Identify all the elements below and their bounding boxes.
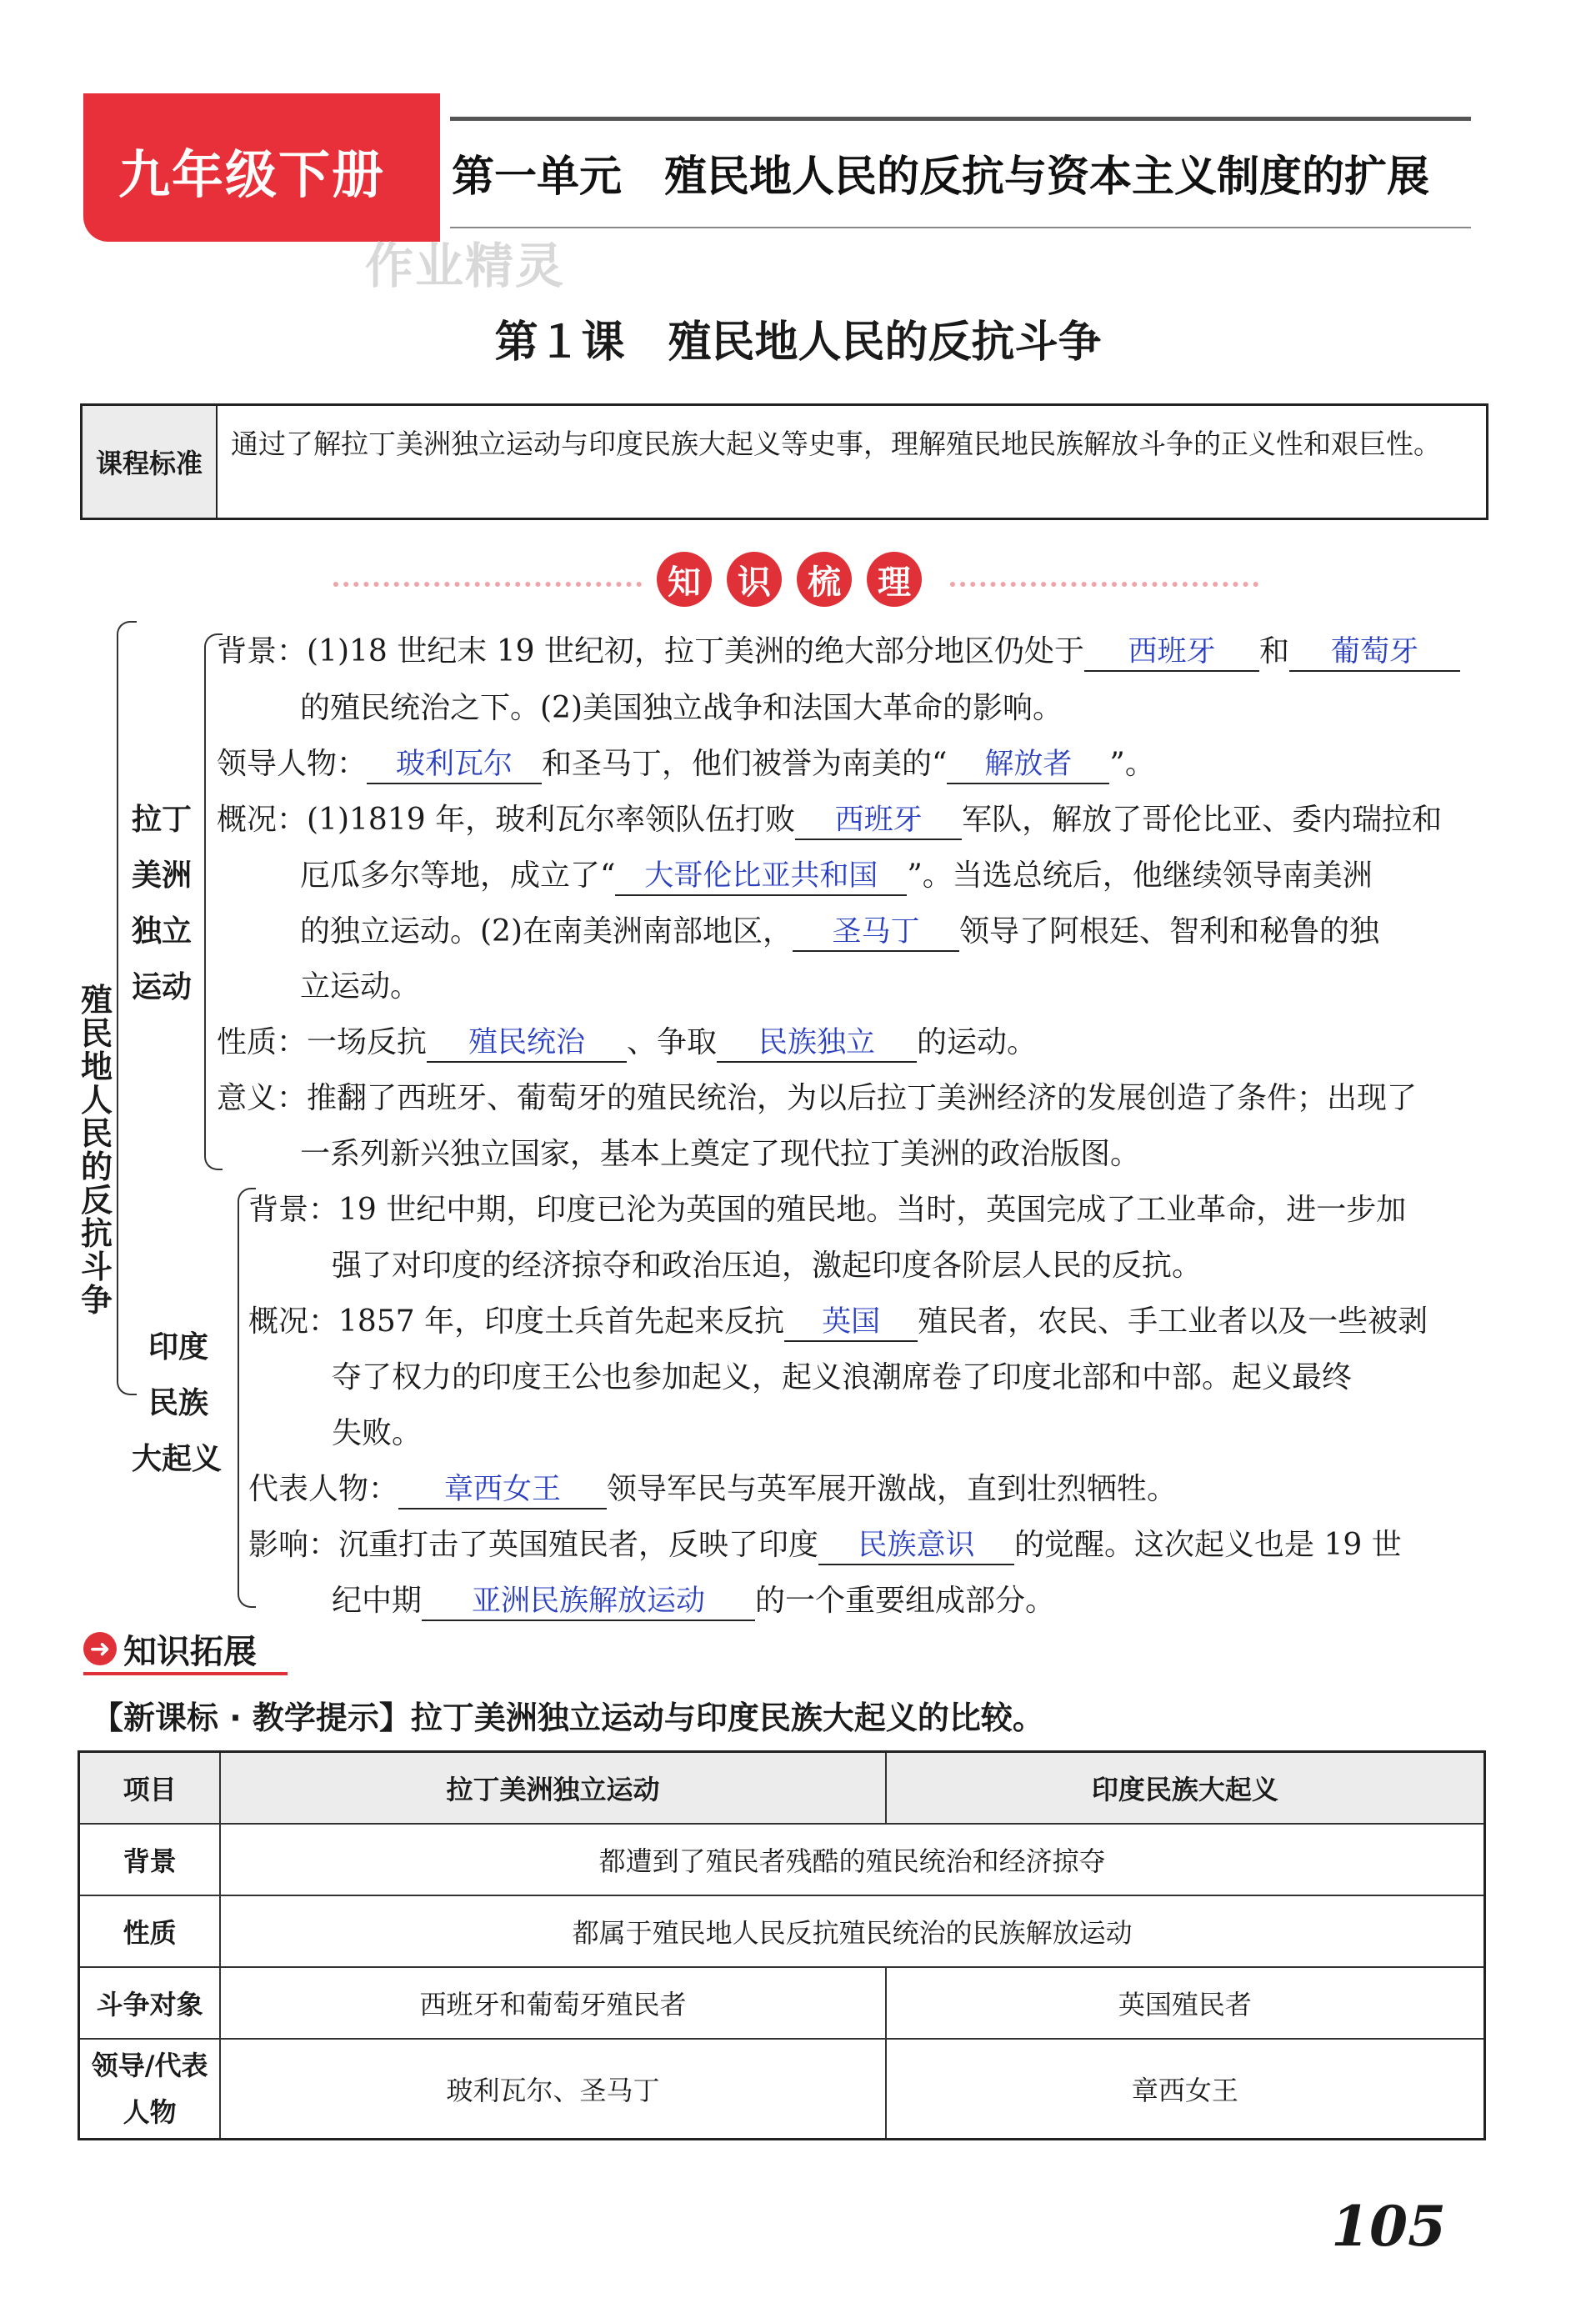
banner-char-3: 梳 bbox=[797, 552, 852, 607]
lesson-title: 第１课 殖民地人民的反抗斗争 bbox=[494, 317, 1102, 368]
banner-dots-left bbox=[333, 582, 642, 590]
india-inf-text2b: 的一个重要组成部分。 bbox=[755, 1584, 1056, 1618]
india-ov-line3: 失败。 bbox=[332, 1416, 423, 1450]
india-bg-line1 bbox=[248, 1190, 1406, 1230]
blank-national-consciousness: 民族意识 bbox=[818, 1529, 1014, 1565]
header-rule-top bbox=[450, 117, 1471, 121]
latin-sig-label: 意义： bbox=[217, 1081, 308, 1115]
row-merged-cell: 都属于殖民地人民反抗殖民统治的民族解放运动 bbox=[220, 1895, 1484, 1967]
unit-title: 第一单元 殖民地人民的反抗与资本主义制度的扩展 bbox=[452, 153, 1430, 202]
cell-india: 英国殖民者 bbox=[886, 1967, 1485, 2039]
latin-topic-3: 独立 bbox=[132, 914, 193, 949]
cell-latin: 西班牙和葡萄牙殖民者 bbox=[220, 1967, 886, 2039]
latin-sig-line1 bbox=[217, 1079, 1417, 1119]
curriculum-standard-box bbox=[80, 403, 1488, 520]
india-inf-text2a: 纪中期 bbox=[332, 1584, 423, 1618]
india-inf-text1a: 沉重打击了英国殖民者，反映了印度 bbox=[338, 1528, 819, 1562]
india-rep-line bbox=[248, 1469, 1177, 1509]
latin-ov-line3 bbox=[300, 912, 1379, 952]
header-rule-bottom bbox=[450, 227, 1471, 228]
latin-nature-c: 的运动。 bbox=[917, 1025, 1038, 1059]
latin-bg-and: 和 bbox=[1258, 634, 1289, 668]
india-topic-1: 印度 bbox=[148, 1330, 209, 1364]
standard-label: 课程标准 bbox=[83, 406, 218, 518]
india-bg-label: 背景： bbox=[248, 1193, 339, 1227]
latin-ov-line4: 立运动。 bbox=[300, 969, 421, 1004]
latin-leader-line bbox=[217, 744, 1155, 784]
banner-char-1: 知 bbox=[657, 552, 712, 607]
latin-topic-4: 运动 bbox=[132, 970, 193, 1004]
grade-tab bbox=[83, 93, 440, 242]
india-bg-line2: 强了对印度的经济掠夺和政治压迫，激起印度各阶层人民的反抗。 bbox=[332, 1249, 1203, 1283]
latin-ov-text3a: 的独立运动。(2)在南美洲南部地区， bbox=[300, 914, 793, 949]
latin-ov-text1b: 军队，解放了哥伦比亚、委内瑞拉和 bbox=[962, 803, 1443, 837]
latin-leader-label: 领导人物： bbox=[217, 747, 368, 781]
latin-topic-2: 美洲 bbox=[132, 859, 193, 893]
table-row bbox=[79, 2039, 1485, 2140]
latin-nature-label: 性质： bbox=[217, 1025, 308, 1059]
latin-bg-label: 背景： bbox=[217, 634, 308, 668]
latin-ov-label: 概况： bbox=[217, 803, 308, 837]
outer-brace bbox=[117, 621, 137, 1395]
page-number: 105 bbox=[1331, 2194, 1446, 2259]
outline-main-title: 殖民地人民的反抗斗争 bbox=[80, 982, 113, 1319]
latin-ov-text3b: 领导了阿根廷、智利和秘鲁的独 bbox=[959, 914, 1380, 949]
latin-sig-line2: 一系列新兴独立国家，基本上奠定了现代拉丁美洲的政治版图。 bbox=[300, 1137, 1141, 1171]
standard-text: 通过了解拉丁美洲独立运动与印度民族大起义等史事，理解殖民地民族解放斗争的正义性和艰巨性。 bbox=[231, 428, 1441, 460]
extension-intro: 【新课标 · 教学提示】拉丁美洲独立运动与印度民族大起义的比较。 bbox=[92, 1700, 1044, 1736]
row-label: 领导/代表人物 bbox=[79, 2039, 221, 2140]
latin-ov-text2b: ”。当选总统后，他继续领导南美洲 bbox=[907, 859, 1373, 893]
table-row bbox=[79, 1895, 1485, 1967]
latin-nature-a: 一场反抗 bbox=[307, 1025, 428, 1059]
blank-bolivar: 玻利瓦尔 bbox=[367, 748, 542, 784]
blank-asian-movement: 亚洲民族解放运动 bbox=[422, 1585, 755, 1621]
blank-spain-2: 西班牙 bbox=[795, 804, 962, 840]
india-rep-label: 代表人物： bbox=[248, 1472, 399, 1506]
blank-spain-1: 西班牙 bbox=[1084, 635, 1259, 672]
india-topic-3: 大起义 bbox=[132, 1442, 223, 1476]
table-header-row bbox=[79, 1752, 1485, 1825]
row-label: 斗争对象 bbox=[79, 1967, 221, 2039]
blank-britain: 英国 bbox=[784, 1305, 918, 1342]
table-row bbox=[79, 1824, 1485, 1895]
comparison-table bbox=[78, 1750, 1486, 2140]
india-ov-text1b: 殖民者，农民、手工业者以及一些被剥 bbox=[918, 1304, 1428, 1339]
india-bg-text1: 19 世纪中期，印度已沦为英国的殖民地。当时，英国完成了工业革命，进一步加 bbox=[338, 1193, 1407, 1227]
table-row bbox=[79, 1967, 1485, 2039]
row-label: 背景 bbox=[79, 1824, 221, 1895]
arrow-icon: ➜ bbox=[83, 1632, 117, 1665]
blank-gran-colombia: 大哥伦比亚共和国 bbox=[615, 859, 907, 896]
latin-ov-line2 bbox=[300, 856, 1373, 896]
blank-liberator: 解放者 bbox=[947, 748, 1109, 784]
india-inf-label: 影响： bbox=[248, 1528, 339, 1562]
india-inf-line2 bbox=[332, 1581, 1055, 1621]
grade-label: 九年级下册 bbox=[118, 144, 386, 205]
india-ov-text1a: 1857 年，印度土兵首先起来反抗 bbox=[338, 1304, 785, 1339]
header-india: 印度民族大起义 bbox=[886, 1752, 1485, 1825]
latin-nature-line bbox=[217, 1023, 1037, 1063]
banner-char-2: 识 bbox=[727, 552, 782, 607]
latin-ov-text2a: 厄瓜多尔等地，成立了“ bbox=[300, 859, 616, 893]
india-inf-line1 bbox=[248, 1525, 1402, 1565]
blank-rani: 章西女王 bbox=[398, 1473, 607, 1509]
header-item: 项目 bbox=[79, 1752, 221, 1825]
extension-underline bbox=[83, 1672, 288, 1675]
extension-title: 知识拓展 bbox=[123, 1633, 257, 1671]
cell-india: 章西女王 bbox=[886, 2039, 1485, 2140]
india-ov-label: 概况： bbox=[248, 1304, 339, 1339]
latin-leader-end: ”。 bbox=[1109, 747, 1155, 781]
india-rep-text: 领导军民与英军展开激战，直到壮烈牺牲。 bbox=[607, 1472, 1178, 1506]
row-merged-cell: 都遭到了殖民者残酷的殖民统治和经济掠夺 bbox=[220, 1824, 1484, 1895]
latin-topic-1: 拉丁 bbox=[132, 803, 193, 837]
blank-san-martin: 圣马丁 bbox=[793, 915, 959, 952]
blank-national-independence: 民族独立 bbox=[717, 1026, 917, 1063]
banner-char-4: 理 bbox=[867, 552, 922, 607]
banner-dots-right bbox=[950, 582, 1258, 590]
india-topic-2: 民族 bbox=[148, 1386, 209, 1420]
india-inf-text1b: 的觉醒。这次起义也是 19 世 bbox=[1014, 1528, 1402, 1562]
latin-bg-line2: 的殖民统治之下。(2)美国独立战争和法国大革命的影响。 bbox=[300, 691, 1063, 725]
row-label: 性质 bbox=[79, 1895, 221, 1967]
latin-bg-line1 bbox=[217, 632, 1460, 672]
latin-ov-text1a: (1)1819 年，玻利瓦尔率领队伍打败 bbox=[307, 803, 796, 837]
watermark: 作业精灵 bbox=[365, 238, 566, 294]
latin-bg-text1: (1)18 世纪末 19 世纪初，拉丁美洲的绝大部分地区仍处于 bbox=[307, 634, 1084, 668]
india-ov-line2: 夺了权力的印度王公也参加起义，起义浪潮席卷了印度北部和中部。起义最终 bbox=[332, 1360, 1353, 1394]
header-latin: 拉丁美洲独立运动 bbox=[220, 1752, 886, 1825]
latin-ov-line1 bbox=[217, 800, 1442, 840]
cell-latin: 玻利瓦尔、圣马丁 bbox=[220, 2039, 886, 2140]
latin-sig-text1: 推翻了西班牙、葡萄牙的殖民统治，为以后拉丁美洲经济的发展创造了条件；出现了 bbox=[307, 1081, 1418, 1115]
latin-nature-b: 、争取 bbox=[627, 1025, 718, 1059]
blank-colonial-rule: 殖民统治 bbox=[427, 1026, 627, 1063]
india-ov-line1 bbox=[248, 1302, 1428, 1342]
latin-leader-mid: 和圣马丁，他们被誉为南美的“ bbox=[542, 747, 948, 781]
blank-portugal: 葡萄牙 bbox=[1289, 635, 1460, 672]
